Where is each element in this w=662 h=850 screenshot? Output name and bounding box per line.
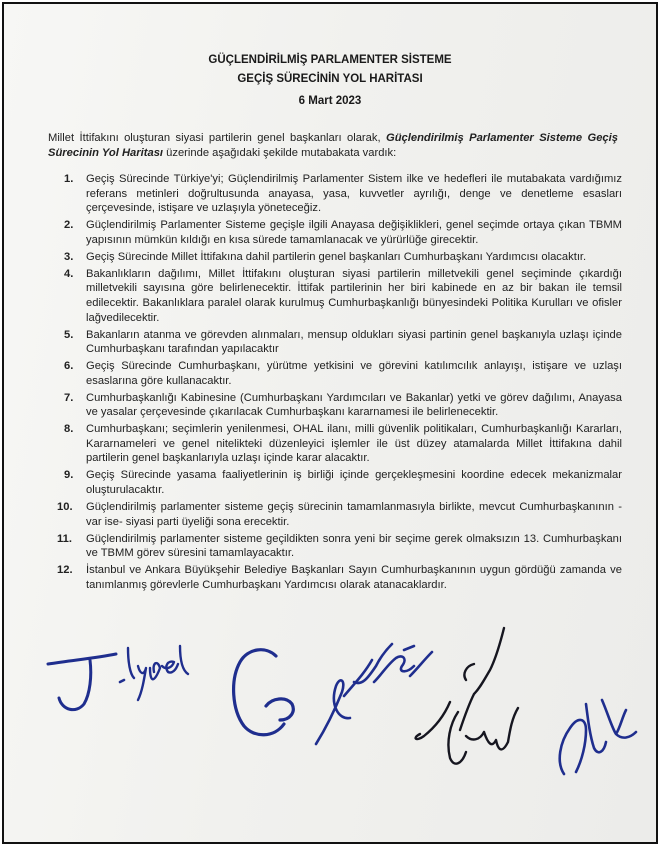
item-number: 8. — [64, 423, 74, 436]
item-text: Bakanlıkların dağılımı, Millet İttifakını oluşturan siyasi partilerin milletvekili genel seçiminde çıkardığı milletvekili sayısına göre belirlenecektir. İttifak partilerinin her biri kabinede en az bir bakan ile temsil edilecektir. Bakanlıklara paralel olarak kurulmuş Cumhurbaşkanlığı bünyesindeki Politika Kurulları ve ofisler lağvedilecektir. — [86, 267, 622, 324]
list-item — [38, 328, 622, 357]
item-number: 10. — [57, 500, 73, 513]
item-number: 6. — [64, 360, 74, 373]
item-text: Geçiş Sürecinde Türkiye'yi; Güçlendirilmiş Parlamenter Sistem ilke ve hedefleri ile mutabakata vardığımız referans metinleri doğrultusunda anayasa, yasa, kuvvetler ayrılığı, denge ve denetleme esasları çerçevesinde, istişare ve uzlaşıyla yöneteceğiz. — [86, 173, 622, 215]
document-title-line1: GÜÇLENDİRİLMİŞ PARLAMENTER SİSTEME — [208, 54, 452, 66]
list-item — [38, 267, 622, 325]
item-text: Bakanların atanma ve görevden alınmaları, mensup oldukları siyasi partinin genel başkanıyla uzlaşı içinde Cumhurbaşkanı tarafından yapılacaktır — [86, 328, 622, 356]
item-text: Cumhurbaşkanı; seçimlerin yenilenmesi, OHAL ilanı, milli güvenlik politikaları, Cumhurbaşkanlığı Kararları, Kararnameleri ve genel nitelikteki düzenleyici işlemler ile üst düzey atamalarda Millet İttifakına dahil partilerin genel başkanlarıyla uzlaşı içinde karar alacaktır. — [86, 423, 622, 465]
item-text: Güçlendirilmiş parlamenter sisteme geçiş sürecinin tamamlanmasıyla birlikte, mevcut Cumhurbaşkanının -var ise- siyasi parti üyeliği sona erecektir. — [86, 500, 622, 528]
agreement-list — [38, 172, 622, 595]
list-item — [38, 468, 622, 497]
list-item — [38, 391, 622, 420]
list-item — [38, 250, 622, 265]
intro-text-before: Millet İttifakını oluşturan siyasi partilerin genel başkanları olarak, — [48, 132, 386, 144]
list-item — [38, 500, 622, 529]
signature-2 — [234, 650, 294, 735]
item-text: İstanbul ve Ankara Büyükşehir Belediye Başkanları Sayın Cumhurbaşkanının uygun gördüğü zamanda ve tanımlanmış görevlerle Cumhurbaşkanı Yardımcısı olarak atanacaklardır. — [86, 564, 622, 591]
list-item — [38, 422, 622, 466]
item-text: Geçiş Sürecinde yasama faaliyetlerinin iş birliği içinde gerçekleşmesini koordine edecek mekanizmalar oluşturulacaktır. — [86, 469, 622, 496]
item-text: Güçlendirilmiş Parlamenter Sisteme geçişle ilgili Anayasa değişiklikleri, genel seçimde ortaya çıkan TBMM yapısının mümkün kıldığı en kısa sürede tamamlanacak ve yürürlüğe girecektir. — [86, 219, 622, 246]
list-item — [38, 563, 622, 592]
item-number: 5. — [64, 328, 74, 341]
list-item — [38, 359, 622, 388]
item-number: 3. — [64, 250, 74, 263]
intro-emphasis: Güçlendirilmiş Parlamenter Sisteme Geçiş Sürecinin Yol Haritası — [48, 132, 618, 159]
list-item — [38, 218, 622, 247]
item-text: Geçiş Sürecinde Millet İttifakına dahil partilerin genel başkanları Cumhurbaşkanı Yardımcısı olacaktır. — [86, 250, 587, 263]
signatures-area — [4, 624, 658, 844]
signature-4 — [416, 628, 518, 764]
item-number: 12. — [57, 564, 73, 577]
item-number: 11. — [57, 532, 72, 545]
intro-paragraph — [48, 131, 618, 161]
item-number: 4. — [64, 267, 74, 280]
list-item — [38, 532, 622, 561]
item-number: 2. — [64, 219, 74, 232]
item-number: 1. — [64, 173, 74, 185]
intro-text-after: üzerinde aşağıdaki şekilde mutabakata vardık: — [163, 147, 397, 159]
item-text: Güçlendirilmiş parlamenter sisteme geçildikten sonra yeni bir seçime gerek olmaksızın 13. Cumhurbaşkanı ve TBMM görev süresini tamamlayacaktır. — [86, 532, 622, 560]
item-text: Cumhurbaşkanlığı Kabinesine (Cumhurbaşkanı Yardımcıları ve Bakanlar) yetki ve görev dağılımı, Anayasa ve yasalar çerçevesinde çıkarılacak Cumhurbaşkanı kararnamesi ile belirlenecektir. — [86, 391, 622, 419]
document-page — [2, 2, 658, 844]
document-title-line2: GEÇİŞ SÜRECİNİN YOL HARİTASI — [237, 73, 423, 85]
signature-1 — [48, 646, 188, 710]
item-number: 9. — [64, 469, 74, 482]
signature-5 — [560, 700, 636, 774]
signature-3 — [316, 644, 432, 744]
item-number: 7. — [64, 391, 74, 404]
document-date: 6 Mart 2023 — [298, 95, 362, 107]
list-item — [38, 172, 622, 216]
item-text: Geçiş Sürecinde Cumhurbaşkanı, yürütme yetkisini ve görevini katılımcılık anlayışı, istişare ve uzlaşı esaslarına göre kullanacaktır. — [86, 360, 622, 387]
